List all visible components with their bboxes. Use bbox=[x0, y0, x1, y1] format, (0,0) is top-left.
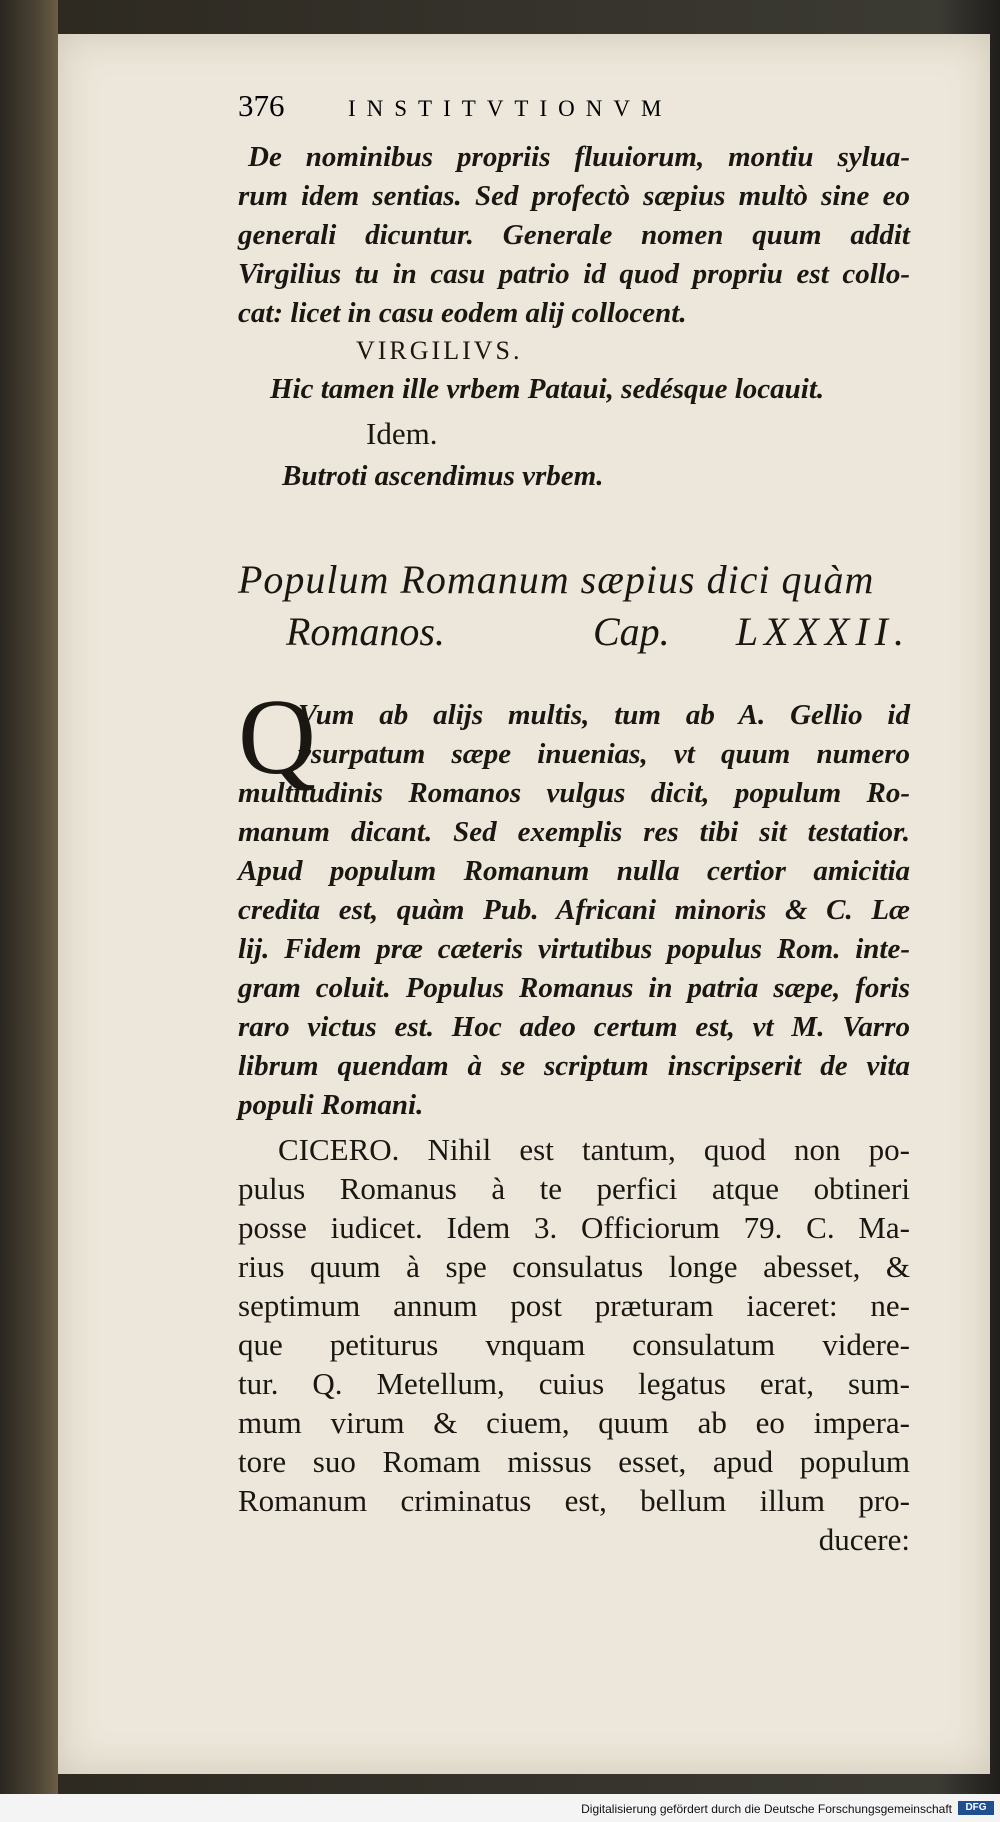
quote-verse: Hic tamen ille vrbem Pataui, sedésque locauit. bbox=[270, 373, 825, 405]
text-line: que petiturus vnquam consulatum videre- bbox=[238, 1327, 910, 1362]
text-line: populi Romani. bbox=[238, 1089, 424, 1121]
quote-author: Idem. bbox=[366, 416, 438, 451]
text-line: librum quendam à se scriptum inscripserit de vita bbox=[238, 1050, 910, 1082]
text-line: cat: licet in casu eodem alij collocent. bbox=[238, 297, 687, 329]
chapter-label: Cap. bbox=[593, 609, 670, 654]
footer-bar bbox=[0, 1794, 1000, 1822]
text-line: raro victus est. Hoc adeo certum est, vt M. Varro bbox=[238, 1011, 910, 1043]
funding-credit: Digitalisierung gefördert durch die Deutsche Forschungsgemeinschaft bbox=[581, 1802, 952, 1816]
text-line: vsurpatum sæpe inuenias, vt quum numero bbox=[298, 738, 910, 770]
text-line: manum dicant. Sed exemplis res tibi sit testatior. bbox=[238, 816, 910, 848]
text-line: CICERO. Nihil est tantum, quod non po- bbox=[278, 1132, 910, 1167]
catchword: ducere: bbox=[818, 1522, 910, 1557]
quote-verse: Butroti ascendimus vrbem. bbox=[282, 460, 604, 492]
text-line: multitudinis Romanos vulgus dicit, populum Ro- bbox=[238, 777, 910, 809]
drop-capital: Q bbox=[238, 678, 316, 797]
quote-author: VIRGILIVS. bbox=[356, 336, 523, 365]
text-line: posse iudicet. Idem 3. Officiorum 79. C. Ma- bbox=[238, 1210, 910, 1245]
text-line: rum idem sentias. Sed profectò sæpius multò sine eo bbox=[238, 180, 910, 212]
book-edge bbox=[0, 0, 58, 1822]
text-line: generali dicuntur. Generale nomen quum addit bbox=[238, 219, 910, 251]
text-line: Romanum criminatus est, bellum illum pro- bbox=[238, 1483, 910, 1518]
text-line: Virgilius tu in casu patrio id quod propriu est collo- bbox=[238, 258, 910, 290]
text-line: septimum annum post præturam iaceret: ne- bbox=[238, 1288, 910, 1323]
body-italic-paragraph bbox=[238, 696, 910, 1125]
running-title: INSTITVTIONVM bbox=[348, 96, 673, 121]
text-line: Vum ab alijs multis, tum ab A. Gellio id bbox=[298, 699, 910, 731]
text-line: pulus Romanus à te perfici atque obtineri bbox=[238, 1171, 910, 1206]
quote-virgil bbox=[238, 336, 910, 409]
text-line: mum virum & ciuem, quum ab eo impera- bbox=[238, 1405, 910, 1440]
text-line: De nominibus propriis fluuiorum, montiu sylua- bbox=[248, 141, 910, 173]
text-line: Apud populum Romanum nulla certior amicitia bbox=[238, 855, 910, 887]
text-line: gram coluit. Populus Romanus in patria sæpe, foris bbox=[238, 972, 910, 1004]
text-line: credita est, quàm Pub. Africani minoris & C. Læ bbox=[238, 894, 910, 926]
dfg-logo: DFG bbox=[958, 1801, 994, 1815]
quote-idem bbox=[238, 414, 910, 496]
chapter-number: LXXXII. bbox=[735, 609, 910, 654]
chapter-title bbox=[238, 554, 910, 658]
page-header bbox=[238, 88, 910, 128]
text-line: tur. Q. Metellum, cuius legatus erat, sum- bbox=[238, 1366, 910, 1401]
text-line: rius quum à spe consulatus longe abesset, & bbox=[238, 1249, 910, 1284]
text-line: lij. Fidem præ cæteris virtutibus populus Rom. inte- bbox=[238, 933, 910, 965]
intro-paragraph bbox=[238, 138, 910, 333]
page-number: 376 bbox=[238, 88, 285, 123]
chapter-title-word: Romanos. bbox=[286, 609, 445, 654]
chapter-title-line: Populum Romanum sæpius dici quàm bbox=[238, 557, 875, 602]
text-line: tore suo Romam missus esset, apud populum bbox=[238, 1444, 910, 1479]
chapter-title-line bbox=[238, 606, 910, 658]
body-roman-paragraph bbox=[238, 1130, 910, 1559]
